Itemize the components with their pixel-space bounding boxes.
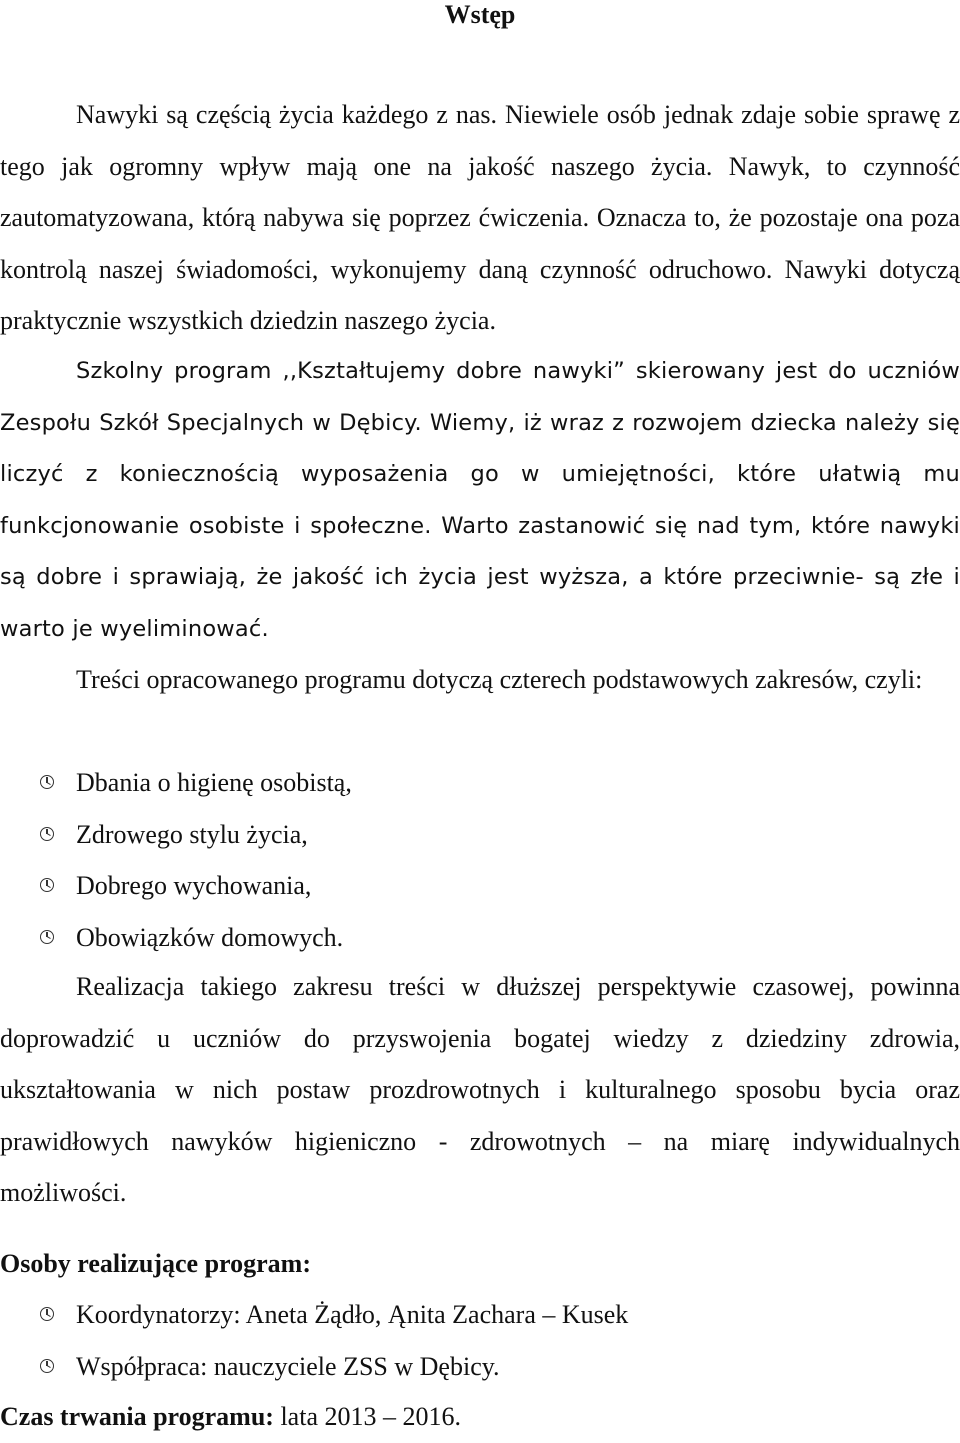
realization-paragraph: Realizacja takiego zakresu treści w dłuższej perspektywie czasowej, powinna doprowadzić u uczniów do przyswojenia bogatej wiedzy z dziedziny zdrowia, ukształtowania w nich postaw prozdrowotnych i kulturalnego sposobu bycia oraz prawidłowych nawyków higieniczno - zdrowotnych – na miarę indywidualnych możliwości.: [0, 972, 960, 1207]
page-title: Wstęp: [444, 0, 516, 29]
list-item-text: Dobrego wychowania,: [76, 871, 312, 900]
clock-bullet-icon: [40, 1307, 54, 1321]
list-item-text: Współpraca: nauczyciele ZSS w Dębicy.: [76, 1351, 500, 1381]
intro-paragraph: Nawyki są częścią życia każdego z nas. Niewiele osób jednak zdaje sobie sprawę z tego jak ogromny wpływ mają one na jakość naszego życia. Nawyk, to czynność zautomatyzowana, którą nabywa się poprzez ćwiczenia. Oznacza to, że pozostaje ona poza kontrolą naszej świadomości, wykonujemy daną czynność odruchowo. Nawyki dotyczą praktycznie wszystkich dziedzin naszego życia.: [0, 100, 960, 335]
scope-list: [0, 757, 960, 963]
duration-line: [0, 1391, 461, 1443]
list-item: [0, 809, 960, 861]
list-item: [0, 912, 960, 964]
list-item-text: Koordynatorzy: Aneta Żądło, Ąnita Zachara – Kusek: [76, 1300, 629, 1329]
clock-bullet-icon: [40, 930, 54, 944]
clock-bullet-icon: [40, 1359, 54, 1373]
scope-paragraph: Treści opracowanego programu dotyczą czterech podstawowych zakresów, czyli:: [76, 665, 923, 694]
list-item-text: Dbania o higienę osobistą,: [76, 768, 352, 797]
people-list: [0, 1289, 960, 1392]
list-item: [0, 1341, 960, 1393]
people-heading: Osoby realizujące program:: [0, 1249, 311, 1278]
clock-bullet-icon: [40, 878, 54, 892]
list-item-text: Zdrowego stylu życia,: [76, 819, 308, 849]
clock-bullet-icon: [40, 827, 54, 841]
duration-value: lata 2013 – 2016.: [273, 1402, 461, 1431]
list-item: [0, 1289, 960, 1341]
clock-bullet-icon: [40, 775, 54, 789]
duration-label: Czas trwania programu:: [0, 1402, 274, 1431]
program-paragraph: Szkolny program ,,Kształtujemy dobre nawyki” skierowany jest do uczniów Zespołu Szkół Specjalnych w Dębicy. Wiemy, iż wraz z rozwojem dziecka należy się liczyć z koniecznością wyposażenia go w umiejętności, które ułatwią mu funkcjonowanie osobiste i społeczne. Warto zastanowić się nad tym, które nawyki są dobre i sprawiają, że jakość ich życia jest wyższa, a które przeciwnie- są złe i warto je wyeliminować.: [0, 358, 960, 642]
list-item-text: Obowiązków domowych.: [76, 922, 344, 952]
list-item: [0, 860, 960, 912]
list-item: [0, 757, 960, 809]
